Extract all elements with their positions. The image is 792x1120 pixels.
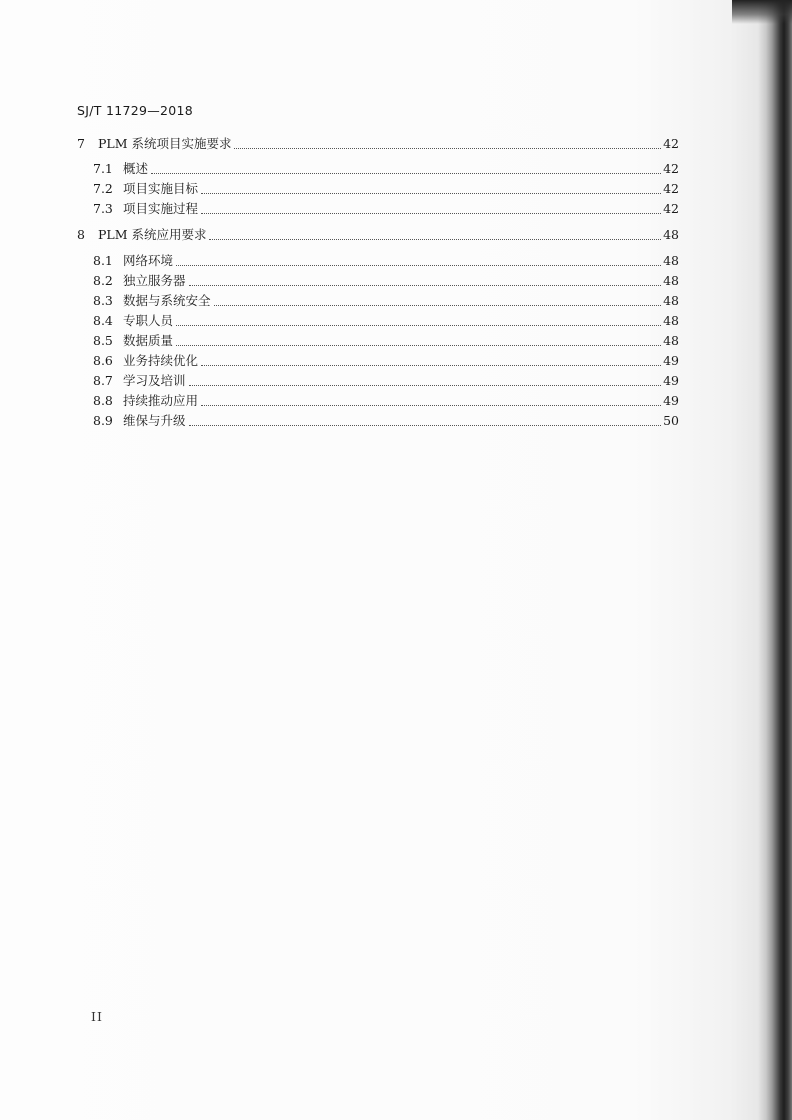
toc-entry-7-1[interactable] [93, 160, 679, 178]
toc-entry-page: 48 [663, 273, 679, 288]
toc-entry-number: 8 [77, 227, 85, 242]
toc-entry-page: 48 [663, 293, 679, 308]
toc-entry-page: 48 [663, 313, 679, 328]
toc-entry-7-2[interactable] [93, 180, 679, 198]
toc-dot-leader [176, 345, 661, 346]
toc-dot-leader [189, 285, 662, 286]
toc-entry-page: 49 [663, 393, 679, 408]
toc-dot-leader [201, 405, 661, 406]
toc-entry-title: 项目实施过程 [123, 201, 199, 216]
toc-entry-title: 网络环境 [123, 253, 174, 268]
toc-dot-leader [214, 305, 662, 306]
toc-entry-title: 业务持续优化 [123, 353, 199, 368]
toc-entry-title: 数据与系统安全 [123, 293, 211, 308]
toc-dot-leader [176, 265, 661, 266]
toc-entry-number: 8.9 [93, 413, 113, 428]
toc-entry-number: 7.3 [93, 201, 113, 216]
toc-entry-number: 8.8 [93, 393, 113, 408]
toc-entry-8-4[interactable] [93, 312, 679, 330]
toc-dot-leader [201, 365, 661, 366]
toc-entry-title: 独立服务器 [123, 273, 186, 288]
toc-entry-number: 8.6 [93, 353, 113, 368]
toc-entry-title: 概述 [123, 161, 149, 176]
toc-entry-8-6[interactable] [93, 352, 679, 370]
toc-entry-number: 8.1 [93, 253, 113, 268]
toc-dot-leader [201, 193, 661, 194]
toc-entry-title: PLM 系统项目实施要求 [98, 136, 232, 151]
scan-binding-edge [758, 0, 792, 1120]
toc-entry-title: 专职人员 [123, 313, 174, 328]
toc-entry-number: 8.3 [93, 293, 113, 308]
toc-entry-number: 7.1 [93, 161, 113, 176]
toc-entry-page: 42 [663, 161, 679, 176]
toc-entry-page: 42 [663, 201, 679, 216]
toc-entry-page: 42 [663, 181, 679, 196]
toc-dot-leader [151, 173, 661, 174]
toc-entry-8-7[interactable] [93, 372, 679, 390]
toc-entry-7-3[interactable] [93, 200, 679, 218]
toc-entry-page: 48 [663, 333, 679, 348]
toc-entry-page: 49 [663, 373, 679, 388]
toc-entry-title: 持续推动应用 [123, 393, 199, 408]
toc-dot-leader [189, 425, 662, 426]
toc-entry-title: 学习及培训 [123, 373, 186, 388]
toc-entry-page: 49 [663, 353, 679, 368]
page-number: II [91, 1009, 103, 1024]
toc-entry-number: 7.2 [93, 181, 113, 196]
toc-entry-title: 数据质量 [123, 333, 174, 348]
toc-entry-page: 48 [663, 227, 679, 242]
toc-dot-leader [209, 239, 661, 240]
toc-entry-7[interactable] [77, 135, 679, 153]
toc-dot-leader [201, 213, 661, 214]
toc-entry-title: 项目实施目标 [123, 181, 199, 196]
toc-entry-number: 8.5 [93, 333, 113, 348]
toc-dot-leader [234, 148, 661, 149]
toc-entry-8-1[interactable] [93, 252, 679, 270]
toc-entry-8-8[interactable] [93, 392, 679, 410]
toc-entry-8-5[interactable] [93, 332, 679, 350]
scan-binding-shadow [732, 0, 792, 24]
toc-entry-number: 8.4 [93, 313, 113, 328]
toc-dot-leader [189, 385, 662, 386]
toc-entry-page: 42 [663, 136, 679, 151]
toc-entry-8-2[interactable] [93, 272, 679, 290]
toc-entry-title: PLM 系统应用要求 [98, 227, 207, 242]
toc-entry-number: 8.7 [93, 373, 113, 388]
toc-entry-8-3[interactable] [93, 292, 679, 310]
toc-entry-page: 50 [663, 413, 679, 428]
toc-entry-number: 8.2 [93, 273, 113, 288]
toc-dot-leader [176, 325, 661, 326]
toc-entry-page: 48 [663, 253, 679, 268]
toc-entry-number: 7 [77, 136, 85, 151]
document-code: SJ/T 11729—2018 [77, 103, 194, 118]
toc-entry-8[interactable] [77, 226, 679, 244]
toc-entry-title: 维保与升级 [123, 413, 186, 428]
toc-entry-8-9[interactable] [93, 412, 679, 430]
